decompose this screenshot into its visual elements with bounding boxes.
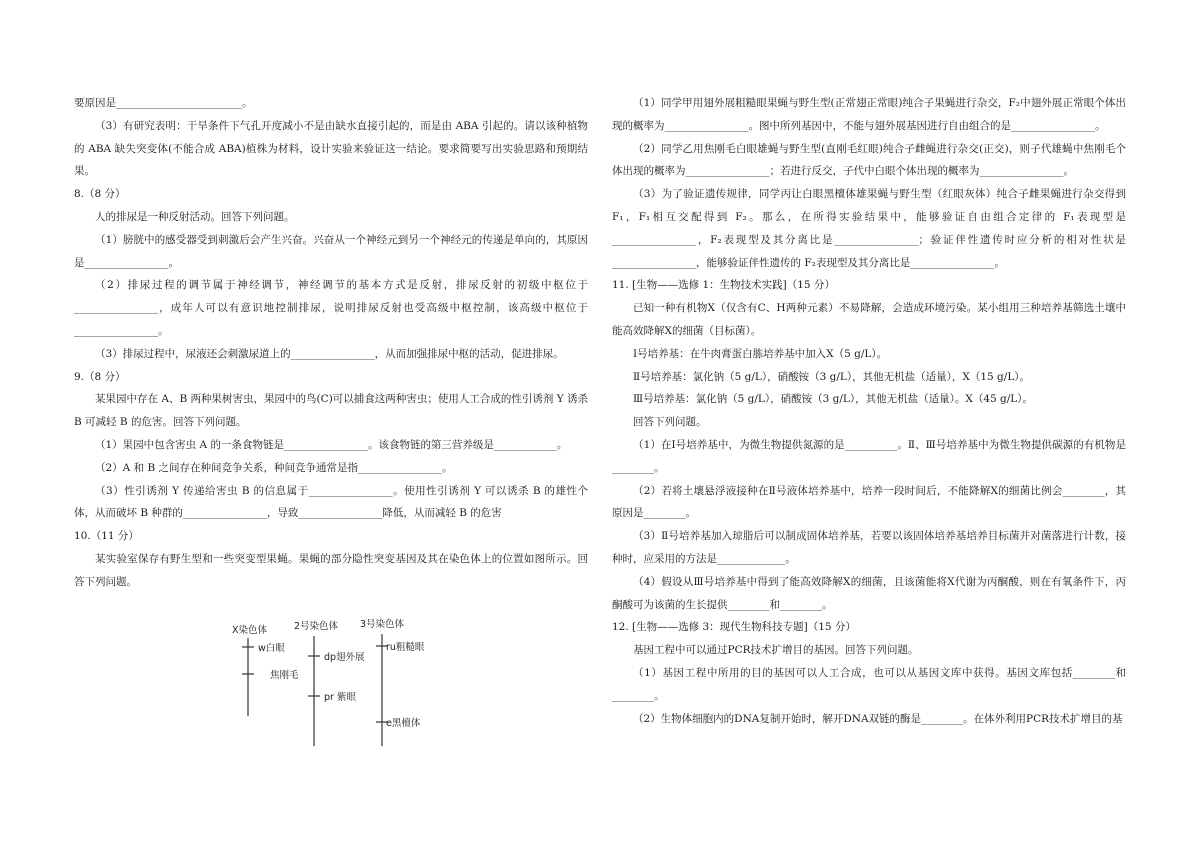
q9-heading: 9.（8 分） (74, 370, 126, 383)
medium-2: Ⅱ号培养基：氯化钠（5 g/L），硝酸铵（3 g/L），其他无机盐（适量），X（15 g/L）。 (633, 370, 1031, 383)
medium-3: Ⅲ号培养基：氯化钠（5 g/L），硝酸铵（3 g/L），其他无机盐（适量）。X（45 g/L）。 (633, 393, 1034, 406)
q10-intro: 某实验室保存有野生型和一些突变型果蝇。果蝇的部分隐性突变基因及其在染色体上的位置如图所示。回答下列问题。 (74, 552, 588, 588)
q12-part1: （1）基因工程中所用的目的基因可以人工合成，也可以从基因文库中获得。基因文库包括________和________。 (612, 666, 1126, 702)
q11-heading: 11. [生物——选修 1：生物技术实践]（15 分） (612, 279, 835, 292)
q10-part2: （2）同学乙用焦刚毛白眼雄蝇与野生型(直刚毛红眼)纯合子雌蝇进行杂交(正交)，则子代雄蝇中焦刚毛个体出现的概率为________________；若进行反交，子代中白眼个体出现的概率为________________。 (612, 142, 1126, 178)
medium-1: Ⅰ号培养基：在牛肉膏蛋白胨培养基中加入X（5 g/L）。 (633, 347, 888, 360)
chr-x-label: X染色体 (232, 625, 268, 636)
q9-part1: （1）果园中包含害虫 A 的一条食物链是________________。该食物链的第三营养级是____________。 (95, 438, 568, 451)
q8-part3: （3）排尿过程中，尿液还会刺激尿道上的________________，从而加强排尿中枢的活动，促进排尿。 (95, 347, 564, 360)
q12-heading: 12. [生物——选修 3：现代生物科技专题]（15 分） (612, 621, 856, 634)
right-column (612, 92, 1126, 730)
q9-part2: （2）A 和 B 之间存在种间竞争关系，种间竞争通常是指________________。 (95, 461, 453, 474)
q12-part2: （2）生物体细胞内的DNA复制开始时，解开DNA双链的酶是________。在体外利用PCR技术扩增目的基 (633, 712, 1123, 725)
gene-w-label: w白眼 (258, 643, 285, 654)
chr-2-label: 2号染色体 (294, 621, 339, 632)
chr-3-label: 3号染色体 (360, 619, 405, 630)
q8-intro: 人的排尿是一种反射活动。回答下列问题。 (95, 210, 295, 223)
chromosome-gene-diagram (230, 616, 450, 752)
q8-part2: （2）排尿过程的调节属于神经调节，神经调节的基本方式是反射，排尿反射的初级中枢位于________________，成年人可以有意识地控制排尿，说明排尿反射也受高级中枢控制，该高级中枢位于________________。 (74, 279, 588, 337)
gene-dp-label: dp翅外展 (324, 652, 365, 663)
q7-continuation: 要原因是________________________。 (74, 97, 253, 109)
q8-heading: 8.（8 分） (74, 188, 126, 201)
left-column (74, 92, 588, 594)
q11-part3: （3）Ⅱ号培养基加入琼脂后可以制成固体培养基，若要以该固体培养基培养目标菌并对菌落进行计数，接种时，应采用的方法是_____________。 (612, 530, 1126, 565)
q9-intro: 某果园中存在 A、B 两种果树害虫，果园中的鸟(C)可以捕食这两种害虫；使用人工合成的性引诱剂 Y 诱杀 B 可减轻 B 的危害。回答下列问题。 (74, 393, 588, 429)
q7-part3: （3）有研究表明：干旱条件下气孔开度减小不是由缺水直接引起的，而是由 ABA 引起的。请以该种植物的 ABA 缺失突变体(不能合成 ABA)植株为材料，设计实验来验证这一结论。要求简要写出实验思路和预期结果。 (74, 119, 588, 178)
q8-part1: （1）膀胱中的感受器受到刺激后会产生兴奋。兴奋从一个神经元到另一个神经元的传递是单向的，其原因是________________。 (74, 233, 588, 269)
q10-heading: 10.（11 分） (74, 530, 139, 543)
gene-sn-label: 焦刚毛 (270, 670, 299, 681)
gene-e-label: e黑檀体 (386, 718, 421, 729)
q11-ask: 回答下列问题。 (633, 416, 707, 429)
q11-part2: （2）若将土壤悬浮液接种在Ⅱ号液体培养基中，培养一段时间后，不能降解X的细菌比例会________，其原因是________。 (612, 484, 1126, 520)
gene-ru-label: ru粗糙眼 (386, 642, 425, 653)
q11-part4: （4）假设从Ⅲ号培养基中得到了能高效降解X的细菌，且该菌能将X代谢为丙酮酸，则在有氧条件下，丙酮酸可为该菌的生长提供________和________。 (612, 575, 1126, 611)
gene-pr-label: pr 紫眼 (324, 692, 356, 703)
q11-intro: 已知一种有机物X（仅含有C、H两种元素）不易降解，会造成环境污染。某小组用三种培养基筛选土壤中能高效降解X的细菌（目标菌）。 (612, 302, 1126, 337)
q9-part3: （3）性引诱剂 Y 传递给害虫 B 的信息属于________________。使用性引诱剂 Y 可以诱杀 B 的雄性个体，从而破坏 B 种群的________________，导致________________降低，从而减轻 B 的危害 (74, 484, 588, 520)
q10-part1: （1）同学甲用翅外展粗糙眼果蝇与野生型(正常翅正常眼)纯合子果蝇进行杂交，F₂中翅外展正常眼个体出现的概率为________________。图中所列基因中，不能与翅外展基因进行自由组合的是________________。 (612, 97, 1126, 132)
q12-intro: 基因工程中可以通过PCR技术扩增目的基因。回答下列问题。 (633, 644, 919, 657)
q11-part1: （1）在Ⅰ号培养基中，为微生物提供氮源的是__________。Ⅱ、Ⅲ号培养基中为微生物提供碳源的有机物是________。 (612, 438, 1126, 474)
q10-part3: （3）为了验证遗传规律，同学丙让白眼黑檀体雄果蝇与野生型（红眼灰体）纯合子雌果蝇进行杂交得到 F₁，F₁相互交配得到 F₂。那么，在所得实验结果中，能够验证自由组合定律的 F₁表现型是________________，F₂表现型及其分离比是________________；验证伴性遗传时应分析的相对性状是________________，能够验证伴性遗传的 F₂表现型及其分离比是________________。 (612, 188, 1126, 269)
